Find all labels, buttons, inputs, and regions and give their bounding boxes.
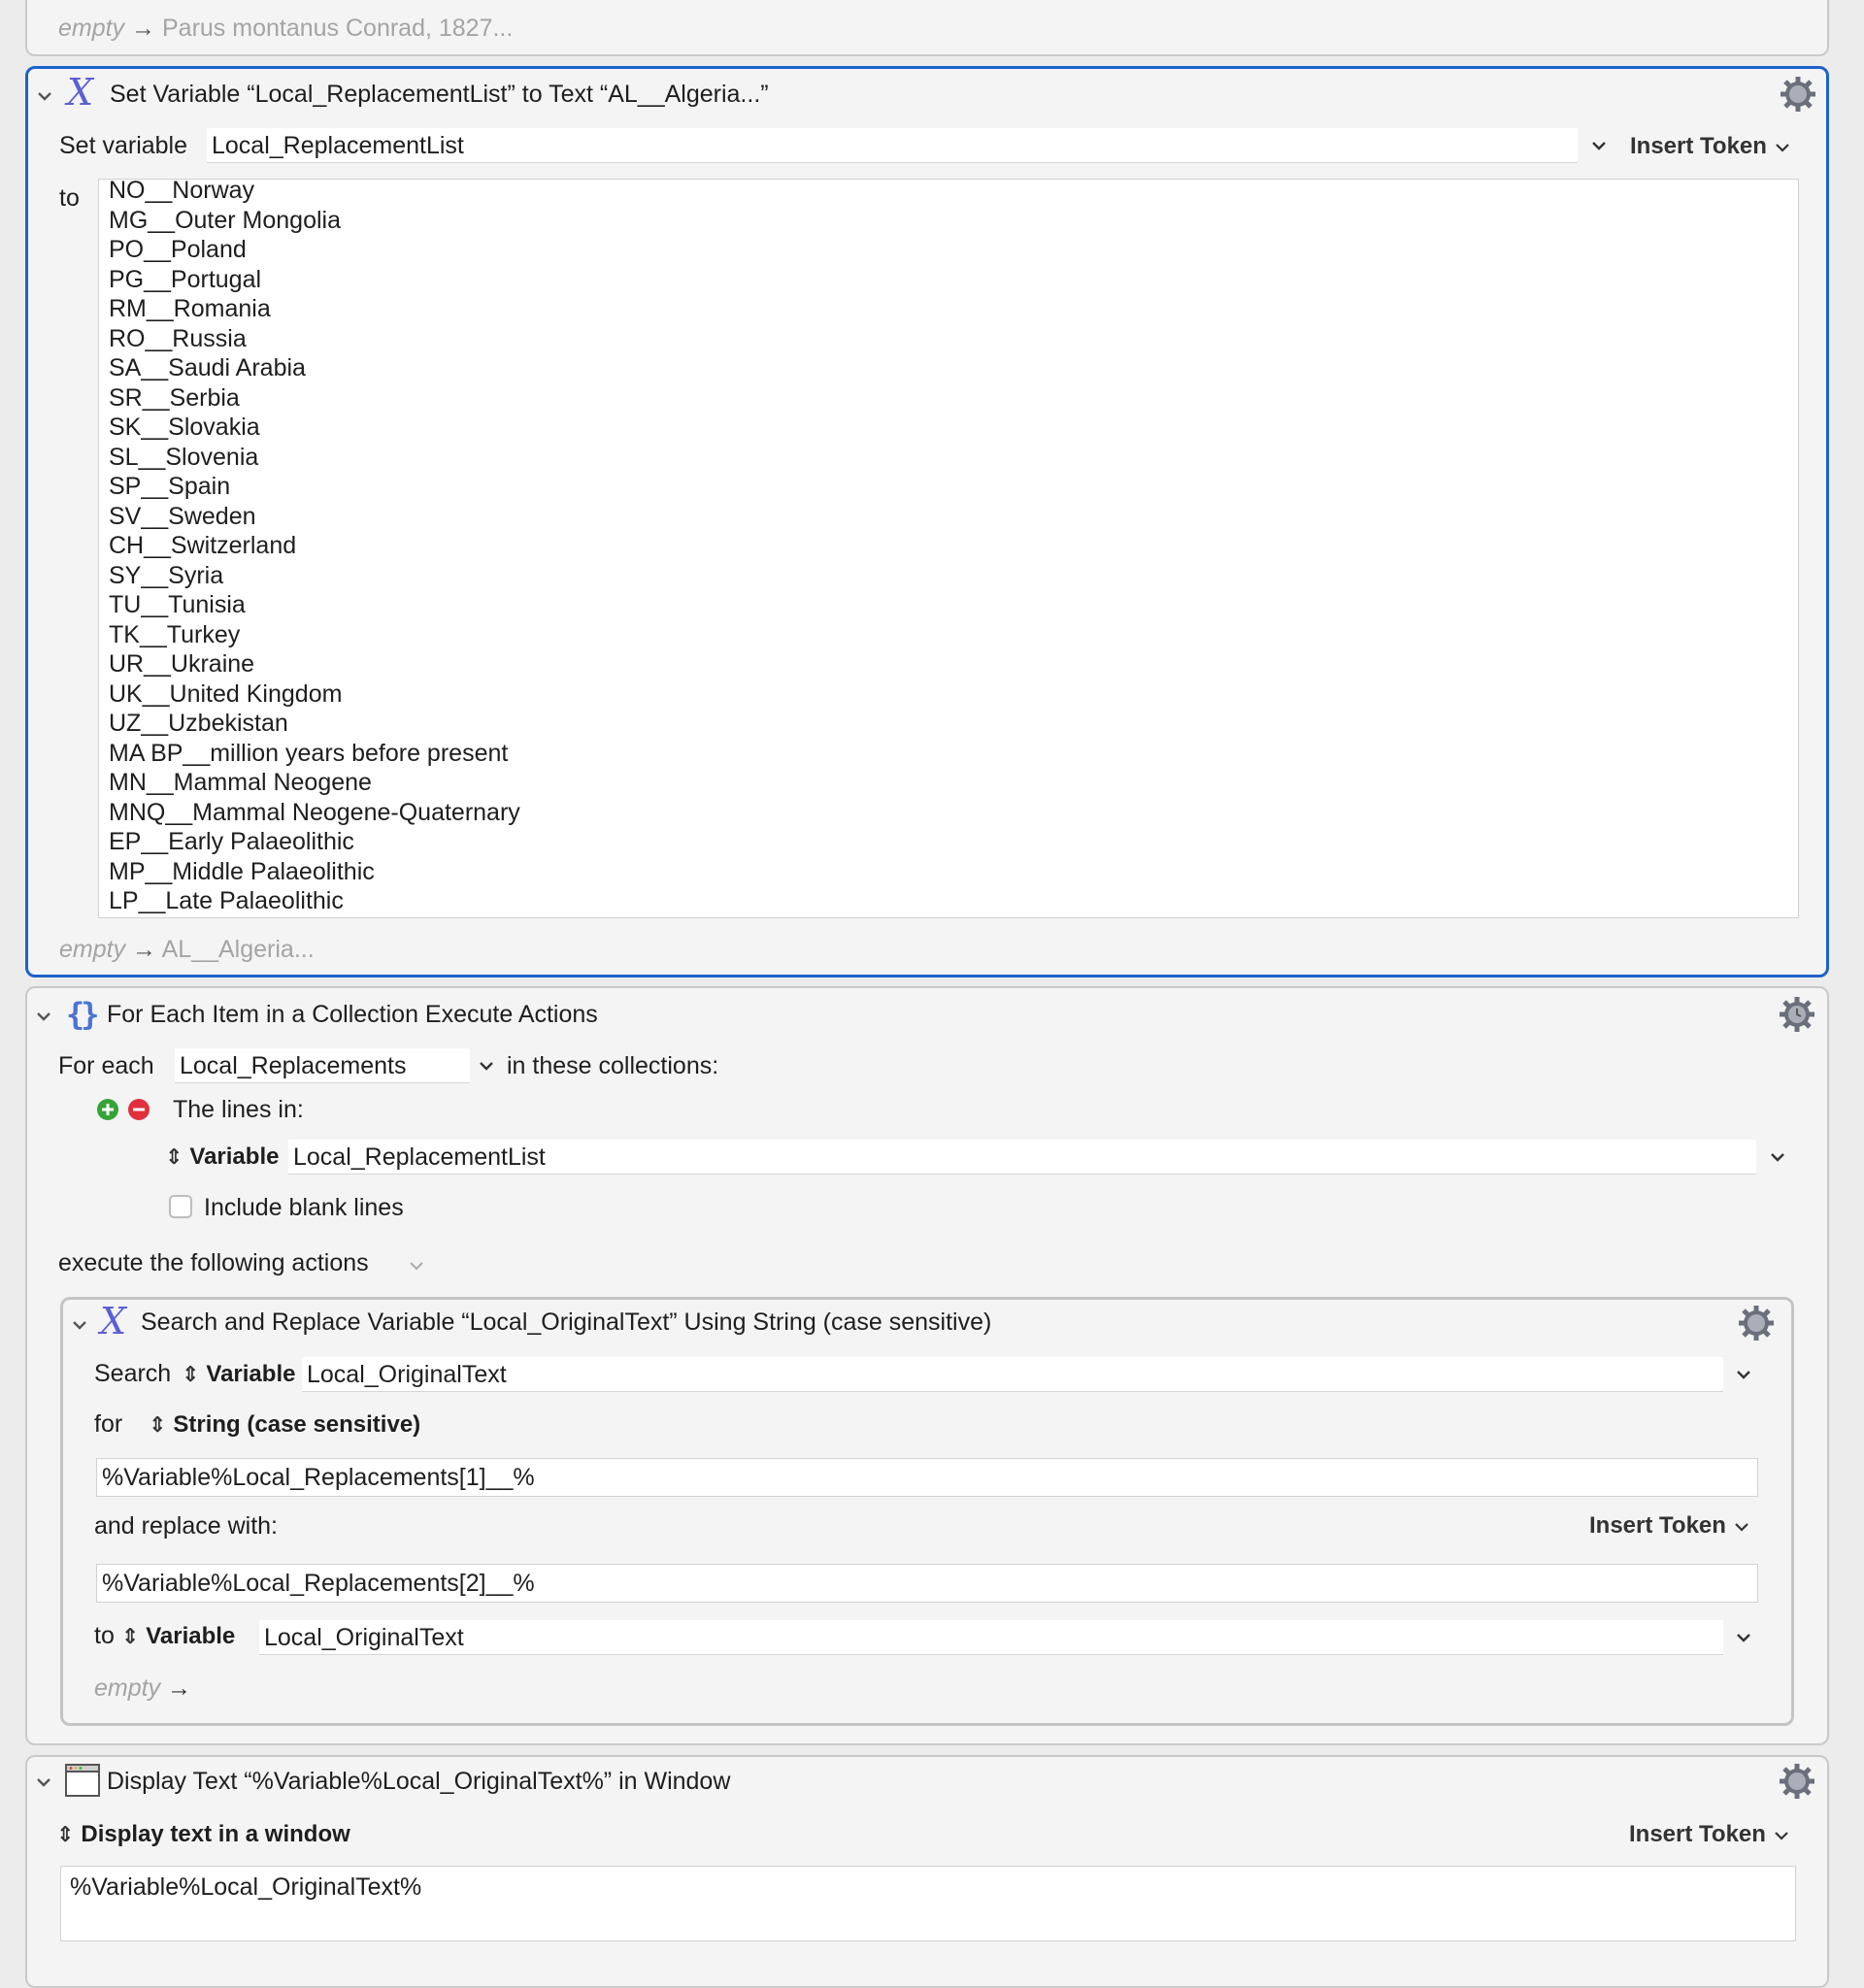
result-empty: empty: [94, 1674, 161, 1702]
text-line: SA__Saudi Arabia: [109, 354, 306, 381]
insert-token-button[interactable]: [1630, 133, 1791, 160]
result-empty: empty: [59, 936, 126, 963]
text-line: PO__Poland: [109, 236, 247, 263]
insert-token-button[interactable]: [1629, 1821, 1790, 1848]
execute-label: execute the following actions: [58, 1249, 369, 1276]
dest-type-selector[interactable]: [121, 1622, 235, 1649]
text-line: SP__Spain: [109, 473, 231, 500]
search-type-selector[interactable]: [182, 1359, 295, 1389]
previous-result-line: [58, 14, 513, 43]
insert-token-label: Insert Token: [1630, 133, 1767, 159]
text-line: SR__Serbia: [109, 383, 240, 412]
remove-collection-icon[interactable]: [127, 1098, 150, 1121]
loop-variable-field[interactable]: Local_Replacements: [175, 1048, 470, 1083]
dest-variable-chevron-icon[interactable]: [1733, 1627, 1754, 1648]
result-arrow: →: [167, 1674, 192, 1702]
replace-with-field[interactable]: %Variable%Local_Replacements[2]__%: [96, 1564, 1758, 1603]
updown-icon: ⇕: [56, 1822, 75, 1846]
text-line: MNQ__Mammal Neogene-Quaternary: [109, 798, 520, 826]
include-blank-label: Include blank lines: [204, 1194, 404, 1221]
search-replace-result-line: [94, 1673, 191, 1703]
insert-token-label: Insert Token: [1589, 1512, 1726, 1539]
source-type-selector[interactable]: [165, 1142, 279, 1172]
to-label: to: [59, 184, 80, 212]
for-each-action[interactable]: [25, 986, 1829, 1745]
previous-action-block: [25, 0, 1829, 56]
collapse-chevron-icon[interactable]: [34, 85, 55, 107]
text-line: SL__Slovenia: [109, 443, 259, 471]
updown-icon: ⇕: [120, 1624, 140, 1648]
source-variable-field[interactable]: Local_ReplacementList: [288, 1140, 1756, 1175]
variable-name-field[interactable]: Local_ReplacementList: [207, 128, 1578, 163]
for-each-title: For Each Item in a Collection Execute Actions: [107, 1001, 598, 1028]
replace-with-label: and replace with:: [94, 1512, 279, 1540]
chevron-down-icon: [1773, 1828, 1790, 1843]
lines-in-label: The lines in:: [173, 1096, 304, 1123]
search-replace-action[interactable]: [60, 1297, 1794, 1726]
set-variable-label: Set variable: [59, 132, 188, 159]
chevron-down-icon: [1733, 1519, 1750, 1535]
gear-icon[interactable]: [1778, 995, 1816, 1034]
display-mode-selector[interactable]: [56, 1819, 350, 1849]
chevron-down-icon: [1774, 140, 1791, 155]
window-icon: [65, 1763, 100, 1798]
text-line: SY__Syria: [109, 561, 224, 589]
dest-row: [94, 1621, 235, 1651]
text-line: LP__Late Palaeolithic: [109, 887, 344, 914]
display-text-title: Display Text “%Variable%Local_OriginalText%” in Window: [107, 1768, 731, 1795]
collapse-chevron-icon[interactable]: [69, 1314, 90, 1336]
text-line: RM__Romania: [109, 295, 271, 322]
text-line: MG__Outer Mongolia: [109, 206, 342, 234]
collapse-chevron-icon[interactable]: [33, 1006, 54, 1027]
text-line: NO__Norway: [109, 179, 255, 204]
text-line: TU__Tunisia: [109, 591, 246, 618]
text-line: UZ__Uzbekistan: [109, 710, 288, 737]
updown-icon: ⇕: [149, 1412, 167, 1437]
text-line: TK__Turkey: [109, 620, 241, 648]
source-type-label: Variable: [189, 1143, 280, 1170]
match-type-selector[interactable]: [149, 1409, 420, 1440]
for-each-label: For each: [58, 1052, 154, 1079]
collapse-chevron-icon[interactable]: [33, 1772, 54, 1793]
loop-variable-chevron-icon[interactable]: [476, 1055, 497, 1077]
result-empty: empty: [58, 15, 125, 42]
insert-token-button[interactable]: [1589, 1512, 1750, 1540]
result-arrow: →: [132, 936, 157, 963]
dest-type-label: Variable: [146, 1623, 236, 1649]
set-variable-result-line: [59, 935, 315, 964]
text-line: UK__United Kingdom: [109, 679, 343, 708]
text-value-area[interactable]: [98, 179, 1799, 918]
text-line: MA BP__million years before present: [109, 739, 509, 767]
insert-token-label: Insert Token: [1629, 1821, 1766, 1847]
execute-chevron-icon[interactable]: [406, 1255, 427, 1276]
updown-icon: ⇕: [165, 1144, 183, 1169]
search-variable-field[interactable]: Local_OriginalText: [302, 1357, 1723, 1392]
text-line: EP__Early Palaeolithic: [109, 828, 354, 855]
gear-icon[interactable]: [1779, 75, 1817, 114]
add-collection-icon[interactable]: [96, 1098, 119, 1121]
search-replace-title: Search and Replace Variable “Local_OriginalText” Using String (case sensitive): [141, 1309, 992, 1336]
in-collections-label: in these collections:: [507, 1052, 719, 1079]
display-text-action[interactable]: [25, 1755, 1829, 1988]
display-text-content: %Variable%Local_OriginalText%: [70, 1873, 422, 1901]
text-line: CH__Switzerland: [109, 532, 297, 559]
updown-icon: ⇕: [182, 1362, 200, 1386]
variable-x-icon: X: [100, 1300, 127, 1342]
dest-variable-field[interactable]: Local_OriginalText: [259, 1620, 1723, 1655]
gear-icon[interactable]: [1737, 1304, 1776, 1342]
include-blank-checkbox[interactable]: [169, 1195, 192, 1218]
text-lines: [99, 179, 1798, 916]
set-variable-title: Set Variable “Local_ReplacementList” to Text “AL__Algeria...”: [110, 81, 769, 108]
text-line: SK__Slovakia: [109, 414, 260, 441]
set-variable-action[interactable]: [25, 66, 1829, 977]
display-mode-label: Display text in a window: [81, 1821, 350, 1847]
display-text-area[interactable]: [60, 1866, 1796, 1941]
result-value: Parus montanus Conrad, 1827...: [162, 15, 514, 42]
text-line: PG__Portugal: [109, 265, 262, 293]
match-type-label: String (case sensitive): [173, 1411, 421, 1438]
text-line: UR__Ukraine: [109, 650, 255, 678]
text-line: SV__Sweden: [109, 502, 256, 530]
search-type-label: Variable: [206, 1361, 296, 1387]
text-line: RO__Russia: [109, 324, 247, 352]
search-variable-chevron-icon[interactable]: [1733, 1364, 1754, 1385]
gear-icon[interactable]: [1778, 1762, 1816, 1801]
variable-dropdown-chevron-icon[interactable]: [1588, 135, 1610, 156]
text-line: MP__Middle Palaeolithic: [109, 857, 375, 885]
for-label: for: [94, 1410, 123, 1438]
text-line: MN__Mammal Neogene: [109, 769, 372, 796]
source-variable-chevron-icon[interactable]: [1767, 1146, 1788, 1168]
dest-to-label: to: [94, 1622, 115, 1649]
search-label: Search: [94, 1360, 172, 1387]
result-value: AL__Algeria...: [161, 936, 315, 963]
search-for-field[interactable]: %Variable%Local_Replacements[1]__%: [96, 1458, 1758, 1497]
result-arrow: →: [131, 15, 156, 42]
variable-x-icon: X: [67, 71, 94, 114]
braces-icon: {}: [66, 996, 96, 1033]
